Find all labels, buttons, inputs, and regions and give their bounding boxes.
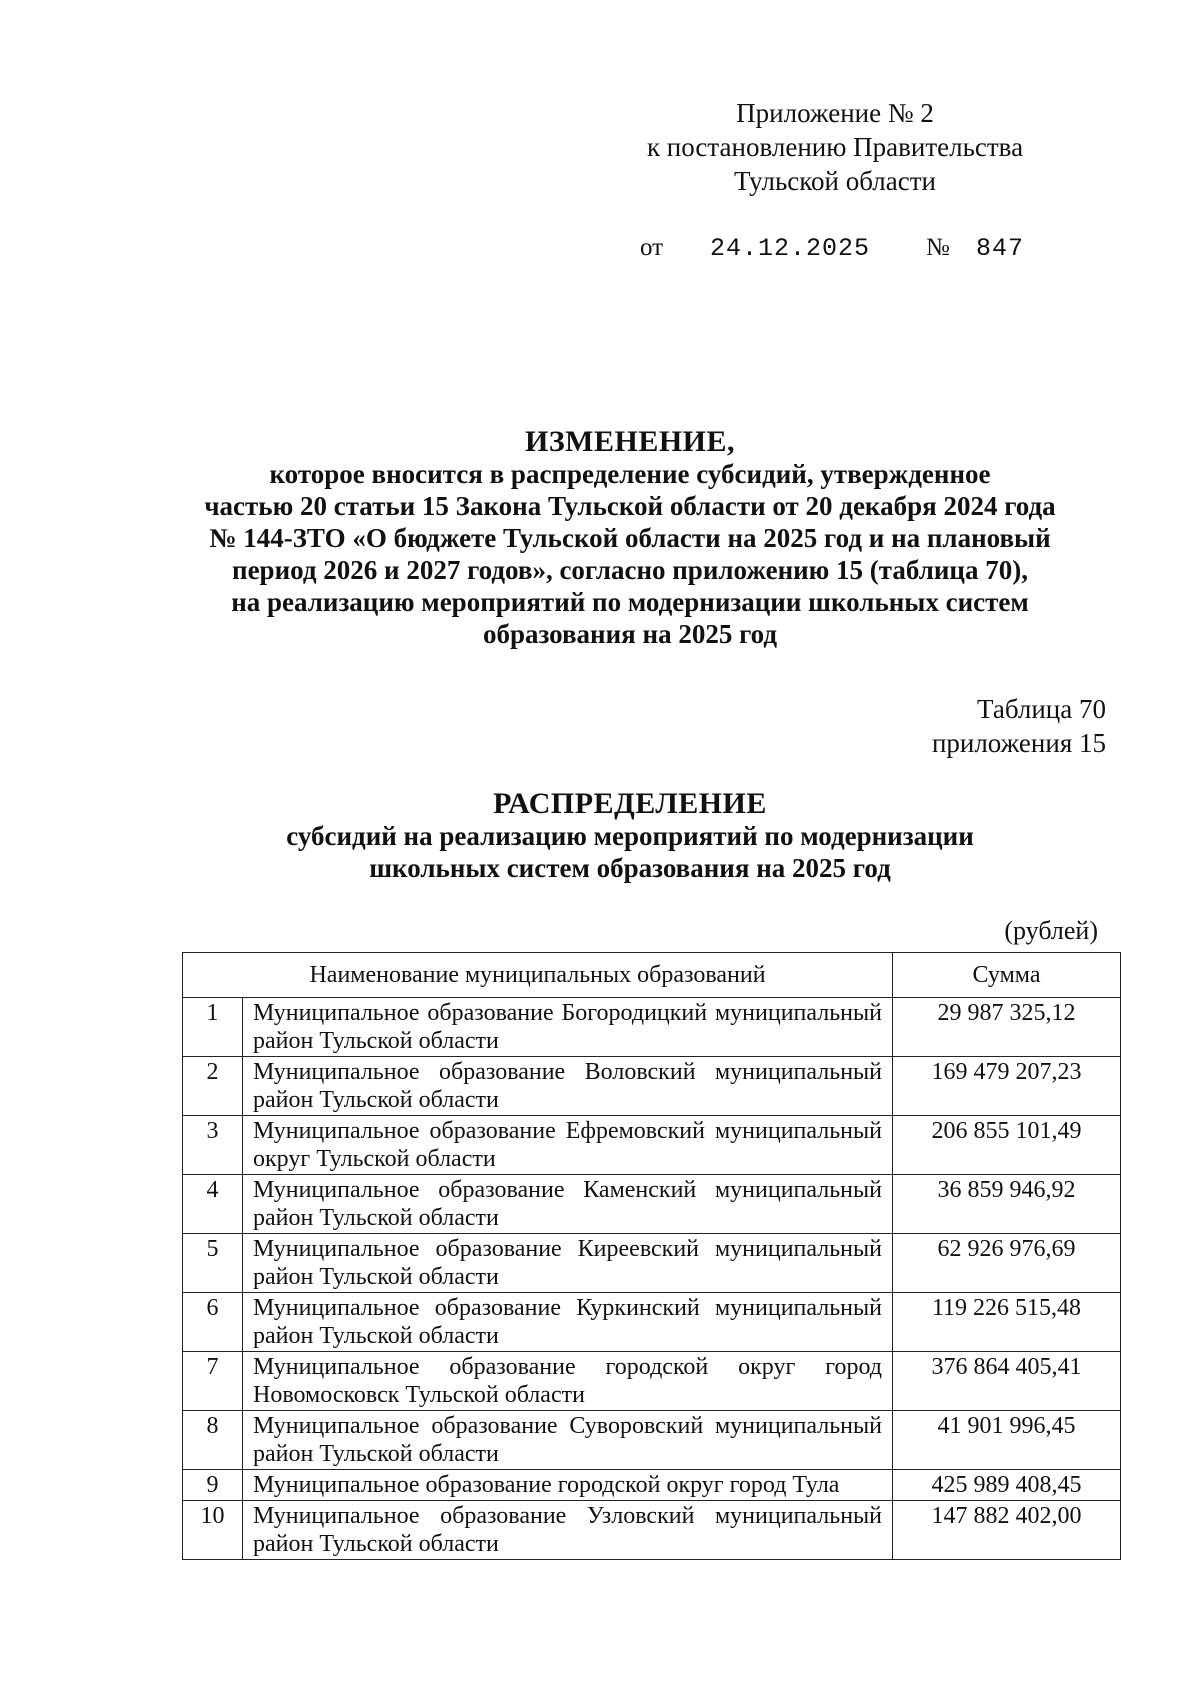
- row-number: 5: [183, 1234, 243, 1293]
- table-number: Таблица 70: [977, 694, 1106, 724]
- table-row: [183, 1352, 1121, 1411]
- subsidies-table: [182, 952, 1121, 1560]
- dateline: [640, 234, 1024, 263]
- distribution-line: школьных систем образования на 2025 год: [369, 853, 891, 883]
- table-row: [183, 998, 1121, 1057]
- table-row: [183, 1501, 1121, 1560]
- header-municipality: Наименование муниципальных образований: [183, 953, 893, 998]
- distribution-line: субсидий на реализацию мероприятий по модернизации: [286, 821, 974, 851]
- appendix-number: Приложение № 2: [736, 98, 934, 128]
- row-municipality: Муниципальное образование Суворовский муниципальный район Тульской области: [243, 1411, 893, 1470]
- row-sum: 36 859 946,92: [893, 1175, 1121, 1234]
- table-row: [183, 1293, 1121, 1352]
- row-number: 10: [183, 1501, 243, 1560]
- header-sum: Сумма: [893, 953, 1121, 998]
- change-line: на реализацию мероприятий по модернизации школьных систем: [231, 587, 1029, 617]
- row-sum: 169 479 207,23: [893, 1057, 1121, 1116]
- row-municipality: Муниципальное образование Воловский муниципальный район Тульской области: [243, 1057, 893, 1116]
- change-line: частью 20 статьи 15 Закона Тульской области от 20 декабря 2024 года: [204, 491, 1056, 521]
- change-line: образования на 2025 год: [482, 619, 778, 649]
- currency-units: (рублей): [1004, 916, 1098, 945]
- number-sign: №: [926, 234, 950, 261]
- row-municipality: Муниципальное образование Куркинский муниципальный район Тульской области: [243, 1293, 893, 1352]
- row-number: 9: [183, 1470, 243, 1501]
- row-sum: 147 882 402,00: [893, 1501, 1121, 1560]
- row-municipality: Муниципальное образование Каменский муниципальный район Тульской области: [243, 1175, 893, 1234]
- row-sum: 376 864 405,41: [893, 1352, 1121, 1411]
- distribution-title: РАСПРЕДЕЛЕНИЕ: [493, 787, 767, 820]
- change-title: ИЗМЕНЕНИЕ,: [524, 425, 736, 458]
- distribution-heading: [160, 788, 1100, 884]
- row-municipality: Муниципальное образование городской округ город Тула: [243, 1470, 893, 1501]
- row-sum: 62 926 976,69: [893, 1234, 1121, 1293]
- document-number: 847: [976, 234, 1025, 263]
- table-caption: [932, 692, 1106, 760]
- appendix-region: Тульской области: [734, 166, 936, 196]
- row-number: 4: [183, 1175, 243, 1234]
- row-sum: 41 901 996,45: [893, 1411, 1121, 1470]
- table-row: [183, 1057, 1121, 1116]
- document-date: 24.12.2025: [710, 234, 871, 263]
- row-sum: 119 226 515,48: [893, 1293, 1121, 1352]
- table-header-row: [183, 953, 1121, 998]
- appendix-resolution: к постановлению Правительства: [646, 132, 1024, 162]
- row-number: 8: [183, 1411, 243, 1470]
- row-sum: 425 989 408,45: [893, 1470, 1121, 1501]
- table-row: [183, 1470, 1121, 1501]
- row-number: 2: [183, 1057, 243, 1116]
- row-municipality: Муниципальное образование Узловский муниципальный район Тульской области: [243, 1501, 893, 1560]
- row-municipality: Муниципальное образование Ефремовский муниципальный округ Тульской области: [243, 1116, 893, 1175]
- change-heading: [160, 426, 1100, 650]
- row-municipality: Муниципальное образование городской округ город Новомосковск Тульской области: [243, 1352, 893, 1411]
- row-sum: 206 855 101,49: [893, 1116, 1121, 1175]
- row-number: 1: [183, 998, 243, 1057]
- appendix-block: [600, 96, 1070, 198]
- table-row: [183, 1175, 1121, 1234]
- table-row: [183, 1411, 1121, 1470]
- row-number: 6: [183, 1293, 243, 1352]
- row-municipality: Муниципальное образование Богородицкий муниципальный район Тульской области: [243, 998, 893, 1057]
- date-from-label: от: [640, 234, 664, 261]
- change-line: которое вносится в распределение субсидий, утвержденное: [269, 459, 991, 489]
- change-line: период 2026 и 2027 годов», согласно приложению 15 (таблица 70),: [232, 555, 1028, 585]
- row-number: 7: [183, 1352, 243, 1411]
- table-row: [183, 1116, 1121, 1175]
- table-row: [183, 1234, 1121, 1293]
- row-municipality: Муниципальное образование Киреевский муниципальный район Тульской области: [243, 1234, 893, 1293]
- row-number: 3: [183, 1116, 243, 1175]
- table-appendix-ref: приложения 15: [931, 728, 1106, 758]
- change-line: № 144-ЗТО «О бюджете Тульской области на 2025 год и на плановый: [209, 523, 1051, 553]
- row-sum: 29 987 325,12: [893, 998, 1121, 1057]
